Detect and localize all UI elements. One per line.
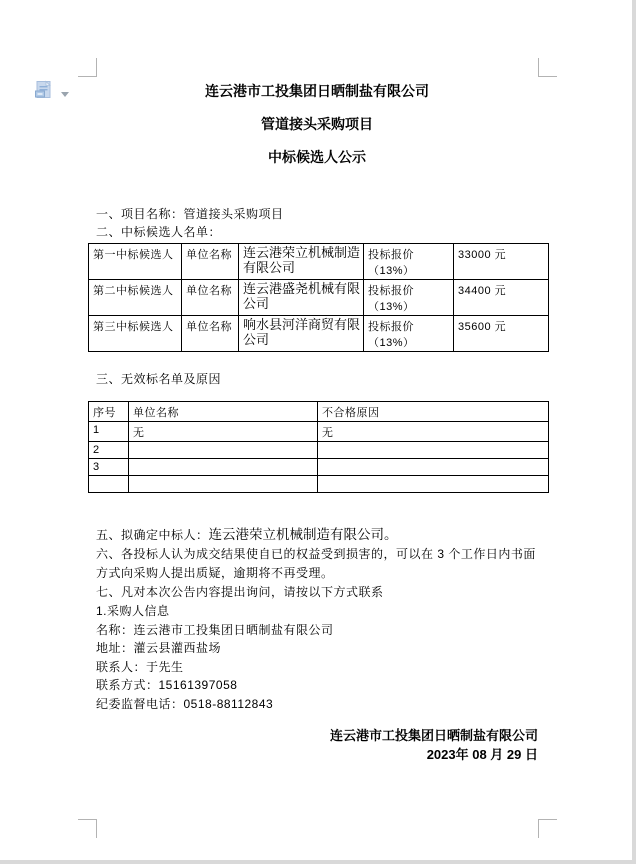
signature-date: 2023年 08 月 29 日: [426, 747, 538, 762]
doc-title-company: 连云港市工投集团日晒制盐有限公司: [205, 83, 429, 99]
paragraph-proposed-winner: [96, 525, 538, 545]
cell-unit: [129, 459, 318, 476]
purchaser-address-line: 地址：灌云县灌西盐场: [96, 641, 222, 655]
invalid-bids-table: [88, 401, 549, 493]
cell-no: 3: [89, 459, 129, 476]
paragraph-candidate-list-label: 二、中标候选人名单：: [96, 225, 222, 239]
paste-options-icon: [34, 80, 55, 106]
text-boundary-mark-top-left: [78, 58, 97, 77]
cell-price-label: 投标报价（13%）: [364, 316, 454, 352]
purchaser-info-heading: 1.采购人信息: [96, 604, 170, 618]
cell-no: 2: [89, 442, 129, 459]
proposed-winner-company: 连云港荣立机械制造有限公司。: [208, 527, 398, 542]
table-row: [89, 422, 549, 442]
cell-reason: [318, 442, 549, 459]
purchaser-contact-line: 联系人：于先生: [96, 659, 184, 674]
cell-price: 35600 元: [454, 316, 549, 352]
document-content: [93, 77, 538, 764]
signature-company: 连云港市工投集团日晒制盐有限公司: [329, 728, 538, 743]
paragraph-objection-notice: 六、各投标人认为成交结果使自已的权益受到损害的，可以在 3 个工作日内书面方式向采购人提出质疑，逾期将不再受理。: [96, 547, 536, 580]
table-row: [89, 280, 549, 316]
header-cell-reason: 不合格原因: [318, 402, 549, 422]
paragraph-project-name: 一、项目名称：管道接头采购项目: [96, 207, 284, 221]
header-cell-no: 序号: [89, 402, 129, 422]
cell-unit: [129, 476, 318, 493]
cell-price-label: 投标报价（13%）: [364, 244, 454, 280]
header-cell-unit: 单位名称: [129, 402, 318, 422]
signature-block: [96, 726, 538, 764]
cell-unit-label: 单位名称: [182, 316, 239, 352]
cell-no: 1: [89, 422, 129, 442]
cell-unit-label: 单位名称: [182, 280, 239, 316]
paragraph-inquiry-notice: 七、凡对本次公告内容提出询问，请按以下方式联系: [96, 585, 384, 599]
paragraph-invalid-bids-label: 三、无效标名单及原因: [96, 372, 222, 386]
cell-company: 响水县河洋商贸有限公司: [239, 316, 364, 352]
proposed-winner-label: 五、拟确定中标人：: [96, 528, 209, 542]
doc-title-project: 管道接头采购项目: [261, 116, 373, 132]
cell-reason: 无: [318, 422, 549, 442]
cell-rank: 第二中标候选人: [89, 280, 182, 316]
cell-unit: [129, 442, 318, 459]
cell-rank: 第三中标候选人: [89, 316, 182, 352]
cell-reason: [318, 459, 549, 476]
doc-title-announcement: 中标候选人公示: [268, 149, 366, 165]
cell-no: [89, 476, 129, 493]
cell-company: 连云港盛尧机械有限公司: [239, 280, 364, 316]
text-boundary-mark-bottom-left: [78, 819, 97, 838]
table-row: [89, 459, 549, 476]
cell-price: 34400 元: [454, 280, 549, 316]
cell-company: 连云港荣立机械制造有限公司: [239, 244, 364, 280]
cell-reason: [318, 476, 549, 493]
cell-price: 33000 元: [454, 244, 549, 280]
text-boundary-mark-top-right: [538, 58, 557, 77]
candidates-table: [88, 243, 549, 352]
supervision-phone-line: 纪委监督电话：0518-88112843: [96, 696, 274, 711]
cell-rank: 第一中标候选人: [89, 244, 182, 280]
cell-unit: 无: [129, 422, 318, 442]
cell-price-label: 投标报价（13%）: [364, 280, 454, 316]
purchaser-phone-line: 联系方式：15161397058: [96, 678, 238, 692]
purchaser-name-line: 名称：连云港市工投集团日晒制盐有限公司: [96, 622, 334, 637]
paste-options-button[interactable]: [34, 80, 69, 106]
table-row: [89, 442, 549, 459]
table-row: [89, 476, 549, 493]
text-boundary-mark-bottom-right: [538, 819, 557, 838]
table-row: [89, 316, 549, 352]
cell-unit-label: 单位名称: [182, 244, 239, 280]
paste-options-dropdown-icon: [61, 92, 69, 97]
table-row: [89, 244, 549, 280]
table-header-row: [89, 402, 549, 422]
